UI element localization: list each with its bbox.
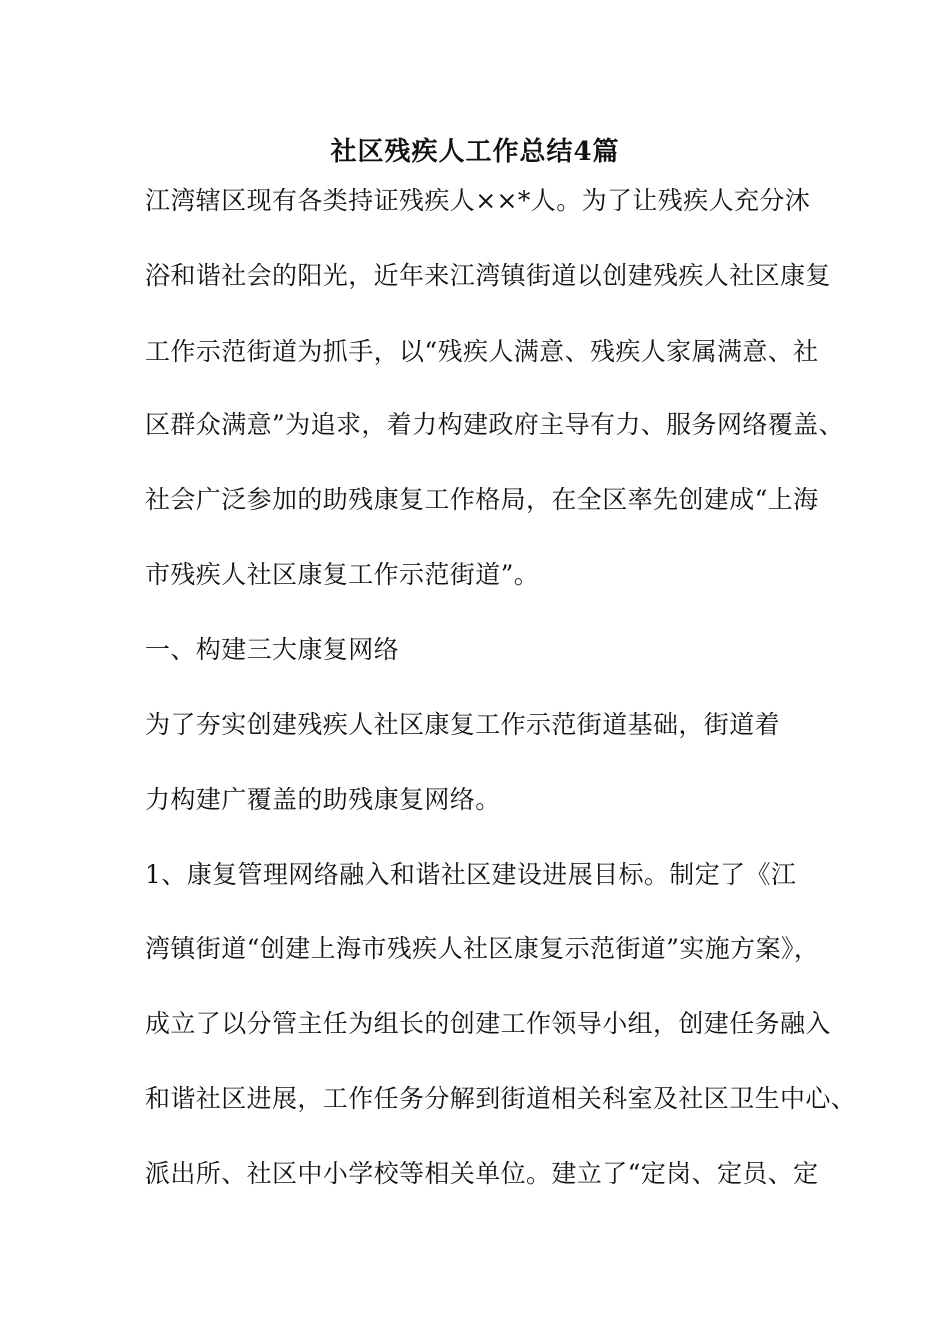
paragraph-line-8: 为了夯实创建残疾人社区康复工作示范街道基础，街道着 [145, 710, 781, 739]
paragraph-line-14: 派出所、社区中小学校等相关单位。建立了“定岗、定员、定 [145, 1159, 819, 1188]
paragraph-line-12: 成立了以分管主任为组长的创建工作领导小组，创建任务融入 [145, 1009, 831, 1038]
paragraph-line-5: 社会广泛参加的助残康复工作格局，在全区率先创建成“上海 [145, 485, 819, 514]
paragraph-line-13: 和谐社区进展，工作任务分解到街道相关科室及社区卫生中心、 [145, 1084, 857, 1113]
paragraph-line-10: 1、康复管理网络融入和谐社区建设进展目标。制定了《江 [145, 860, 797, 889]
paragraph-line-6: 市残疾人社区康复工作示范街道”。 [145, 560, 540, 589]
paragraph-line-4: 区群众满意”为追求，着力构建政府主导有力、服务网络覆盖、 [145, 410, 844, 439]
paragraph-line-11: 湾镇街道“创建上海市残疾人社区康复示范街道”实施方案》， [145, 934, 820, 963]
document-title: 社区残疾人工作总结4篇 [330, 137, 620, 167]
section-heading-1: 一、构建三大康复网络 [145, 635, 400, 664]
paragraph-line-2: 浴和谐社会的阳光，近年来江湾镇街道以创建残疾人社区康复 [145, 261, 831, 290]
paragraph-line-3: 工作示范街道为抓手，以“残疾人满意、残疾人家属满意、社 [145, 337, 819, 366]
paragraph-line-1: 江湾辖区现有各类持证残疾人××*人。为了让残疾人充分沐 [145, 186, 811, 215]
paragraph-line-9: 力构建广覆盖的助残康复网络。 [145, 785, 501, 814]
